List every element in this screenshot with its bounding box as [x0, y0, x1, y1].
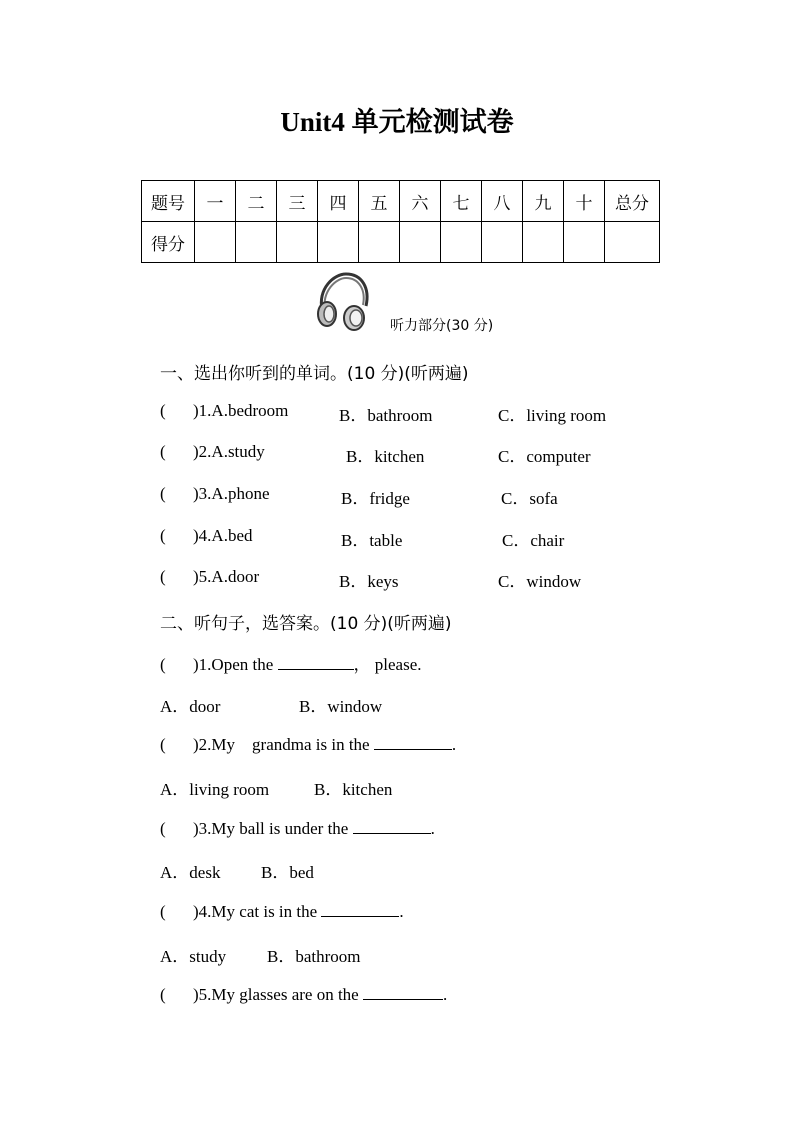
question-option-a: )5.A.door [193, 567, 260, 586]
option-b: B．kitchen [346, 447, 425, 466]
section-1-cell: 一 [195, 181, 236, 222]
answer-option-b: B．bed [261, 863, 314, 882]
question-text-end: . [430, 819, 435, 838]
option-b: B．keys [339, 572, 399, 591]
section-7-cell: 七 [441, 181, 482, 222]
score-cell[interactable] [277, 222, 318, 263]
part2-question-1 [160, 650, 422, 675]
question-text: )2.My grandma is in the [193, 735, 370, 754]
question-text: )4.My cat is in the [193, 902, 318, 921]
question-text: )5.My glasses are on the [193, 985, 359, 1004]
question-text-end: . [442, 985, 448, 1004]
answer-paren[interactable]: ( [160, 902, 166, 921]
section-4-cell: 四 [318, 181, 359, 222]
question-text: )1.Open the [193, 655, 274, 674]
question-option-a: )3.A.phone [193, 484, 270, 503]
section-9-cell: 九 [523, 181, 564, 222]
option-c: C．computer [498, 447, 591, 466]
score-table-score-row [142, 222, 660, 263]
score-cell[interactable] [400, 222, 441, 263]
total-label: 总分 [605, 181, 660, 222]
part2-question-4 [160, 900, 404, 922]
section-2-cell: 二 [236, 181, 277, 222]
score-cell[interactable] [318, 222, 359, 263]
part1-question-4 [160, 526, 252, 546]
question-text-end: . [399, 902, 404, 921]
question-number-label: 题号 [142, 181, 195, 222]
answer-option-a: A．door [160, 697, 221, 716]
option-c: C．window [498, 572, 582, 591]
question-text-end: . [451, 735, 457, 754]
option-b: B．bathroom [339, 406, 433, 425]
answer-option-b: B．window [299, 697, 383, 716]
answer-blank[interactable] [363, 983, 443, 1000]
option-b: B．fridge [341, 489, 410, 508]
question-text: )3.My ball is under the [193, 819, 349, 838]
part1-question-2 [160, 442, 265, 462]
part1-heading: 一、选出你听到的单词。(10 分)(听两遍) [160, 364, 469, 384]
answer-blank[interactable] [278, 653, 354, 670]
answer-paren[interactable]: ( [160, 655, 166, 674]
part2-question-3 [160, 817, 435, 839]
answer-option-a: A．desk [160, 863, 221, 882]
answer-paren[interactable]: ( [160, 735, 166, 754]
score-table-header-row [142, 181, 660, 222]
answer-paren[interactable]: ( [160, 819, 166, 838]
answer-paren[interactable]: ( [160, 985, 166, 1004]
question-option-a: )4.A.bed [193, 526, 253, 545]
score-cell[interactable] [523, 222, 564, 263]
section-8-cell: 八 [482, 181, 523, 222]
answer-option-a: A．study [160, 947, 227, 966]
answer-option-b: B．kitchen [314, 780, 393, 799]
answer-paren[interactable]: ( [160, 567, 166, 586]
option-b: B．table [341, 531, 403, 550]
section-10-cell: 十 [564, 181, 605, 222]
score-cell[interactable] [441, 222, 482, 263]
question-option-a: )1.A.bedroom [193, 401, 289, 420]
answer-option-b: B．bathroom [267, 947, 361, 966]
answer-paren[interactable]: ( [160, 484, 166, 503]
score-label: 得分 [142, 222, 195, 263]
part1-question-1 [160, 401, 288, 421]
score-cell[interactable] [195, 222, 236, 263]
section-5-cell: 五 [359, 181, 400, 222]
option-c: C．living room [498, 406, 607, 425]
answer-option-a: A．living room [160, 780, 270, 799]
answer-blank[interactable] [321, 900, 399, 917]
headphones-icon [312, 270, 372, 332]
answer-paren[interactable]: ( [160, 442, 166, 461]
part2-question-2 [160, 733, 456, 755]
part1-question-5 [160, 567, 259, 587]
option-c: C．chair [502, 531, 565, 550]
score-cell[interactable] [482, 222, 523, 263]
option-c: C．sofa [501, 489, 558, 508]
answer-blank[interactable] [353, 817, 431, 834]
part1-question-3 [160, 484, 269, 504]
section-6-cell: 六 [400, 181, 441, 222]
answer-paren[interactable]: ( [160, 526, 166, 545]
part2-question-5 [160, 983, 447, 1005]
listening-section-header: 听力部分(30 分) [390, 318, 494, 334]
total-score-cell[interactable] [605, 222, 660, 263]
score-table [141, 180, 660, 263]
score-cell[interactable] [359, 222, 400, 263]
section-3-cell: 三 [277, 181, 318, 222]
score-cell[interactable] [564, 222, 605, 263]
question-text-end: ， please. [353, 655, 422, 674]
answer-paren[interactable]: ( [160, 401, 166, 420]
page-title: Unit4 单元检测试卷 [280, 107, 514, 137]
answer-blank[interactable] [374, 733, 452, 750]
part2-heading: 二、听句子，选答案。(10 分)(听两遍) [160, 614, 452, 634]
score-cell[interactable] [236, 222, 277, 263]
question-option-a: )2.A.study [193, 442, 265, 461]
